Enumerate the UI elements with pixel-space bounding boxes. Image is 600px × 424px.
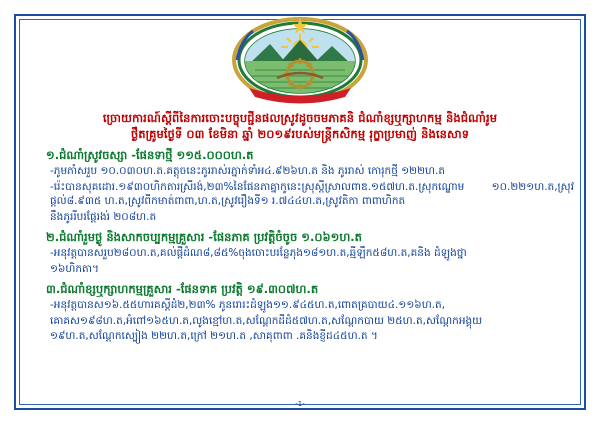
section-1-body <box>20 164 580 224</box>
section-2 <box>20 230 580 276</box>
section-2-heading: ២.ជំណាំរួមថ្ងូ និងសាកចប្បកម្មគ្រួសារ -ផែនភាគ ប្រវត្តិចំចូច ១.០៦១ហ.ត <box>46 230 362 244</box>
section-2-line-1: -អនុវត្តបានសរួប២៨០ហ.ត,គល់ផ្តីដំណ៨,៨៥%ចុងចោះបរន្លែភុង១៨១ហ.ត,ឆ្មីឡឹក៥៨ហ.ត,គនិង ដំឡូងថ្នា <box>50 247 467 259</box>
title-line-1: ច្រោយការណ៍ស្តីពីនៃការចោះបច្ចុបជ្ជីនផលស្រូវដូចចមភាគនិ ជំណាំខ្សឬក្សាហកម្ម និងជំណាំរូម <box>102 111 498 125</box>
document-content <box>20 16 580 408</box>
section-3-line-3: ១៩ហ.ត,សណ្ដែកស្បៀង ២២ហ.ត,ក្រៅ ២១ហ.ត ,សាគុពាពា .គនិងខ្ញីដ៤៥ហ.ត ។ <box>50 330 378 342</box>
section-2-line-2: ១៦ហិកតា។ <box>50 262 99 275</box>
section-3-body <box>20 298 580 344</box>
document-title <box>20 110 580 142</box>
national-emblem-icon <box>225 16 375 104</box>
section-1-line-2: -រ៉េះបានសុគដោរ.១៩៣០ហិកតារស្រីរង់,២៣%នៃផែនភាគ្នាកូនេះស្រុស្តីស្រាលពាឌ.១៥៧ហ.ត.ស្រុកណ្ឌោម ១០.២២១ហ.ត,ស្រុវផ្ដល់៨.៩៣៥ ហ.ត,ស្រូវពីកមាត់ពាពា,ហ.ត,ស្រូវរឿងទី១ រ.៧៤៤ហ.ត,ស្រូវតិកា ពាពាហិកត <box>50 180 574 207</box>
section-1-line-3: នឹងភូររីបរផ្តែរងរ់ ២០៨ហ.ត <box>50 210 157 223</box>
page-number: -1- <box>295 400 305 408</box>
emblem-container <box>20 16 580 108</box>
section-3-heading: ៣.ជំណាំខ្សឬក្សាហកម្មគ្រួសារ -ផែនទាគ ប្រវត្តិ ១៩.៣០៧ហ.ត <box>46 282 319 296</box>
section-1-heading: ១.ជំណាំស្រូវចស្សា -ផែនទាថ្មី ១១៥.០០០ហ.ត <box>46 148 254 162</box>
section-2-body <box>20 246 580 276</box>
section-1 <box>20 148 580 224</box>
section-1-line-1: -ភូមភាំសរួប ១០.០៣០ហ.ត.គត្តុចនេះភូររាស់រភ្នាក់ទាំអ៤.៩២៦ហ.ត និង ភូររាស់ កោរុកថ្មី ១២២ហ.ត <box>50 165 446 177</box>
section-3-line-2: គោគស១៩៨ហ.ត,អំពៅ១៦៥ហ.ត,លូងខ្មៅហ.ត,សណ្ដែកដីដំ៥៧ហ.ត,សណ្ដែកបាយ ២៥ហ.ត,សណ្ដែកអង្គុយ <box>50 314 483 327</box>
section-3-line-1: -អនុវត្តបានស១៦.៥៥ហារគស្តីដំ២,២៣% ភូនរោរះដំឡូង១១.៩៤៥ហ.ត,ពោតគ្របាយ៤.១១៦ហ.ត, <box>50 299 446 311</box>
section-3 <box>20 282 580 344</box>
title-line-2: ថ្ងឹតគ្រូមថ្ងៃទី ០៣ ខែមិនា ឆ្នាំ ២០១៩របស់មន្ត្រីកសិកម្ម រុក្ខាប្រមាញ់ និងនេសាទ <box>130 127 470 141</box>
